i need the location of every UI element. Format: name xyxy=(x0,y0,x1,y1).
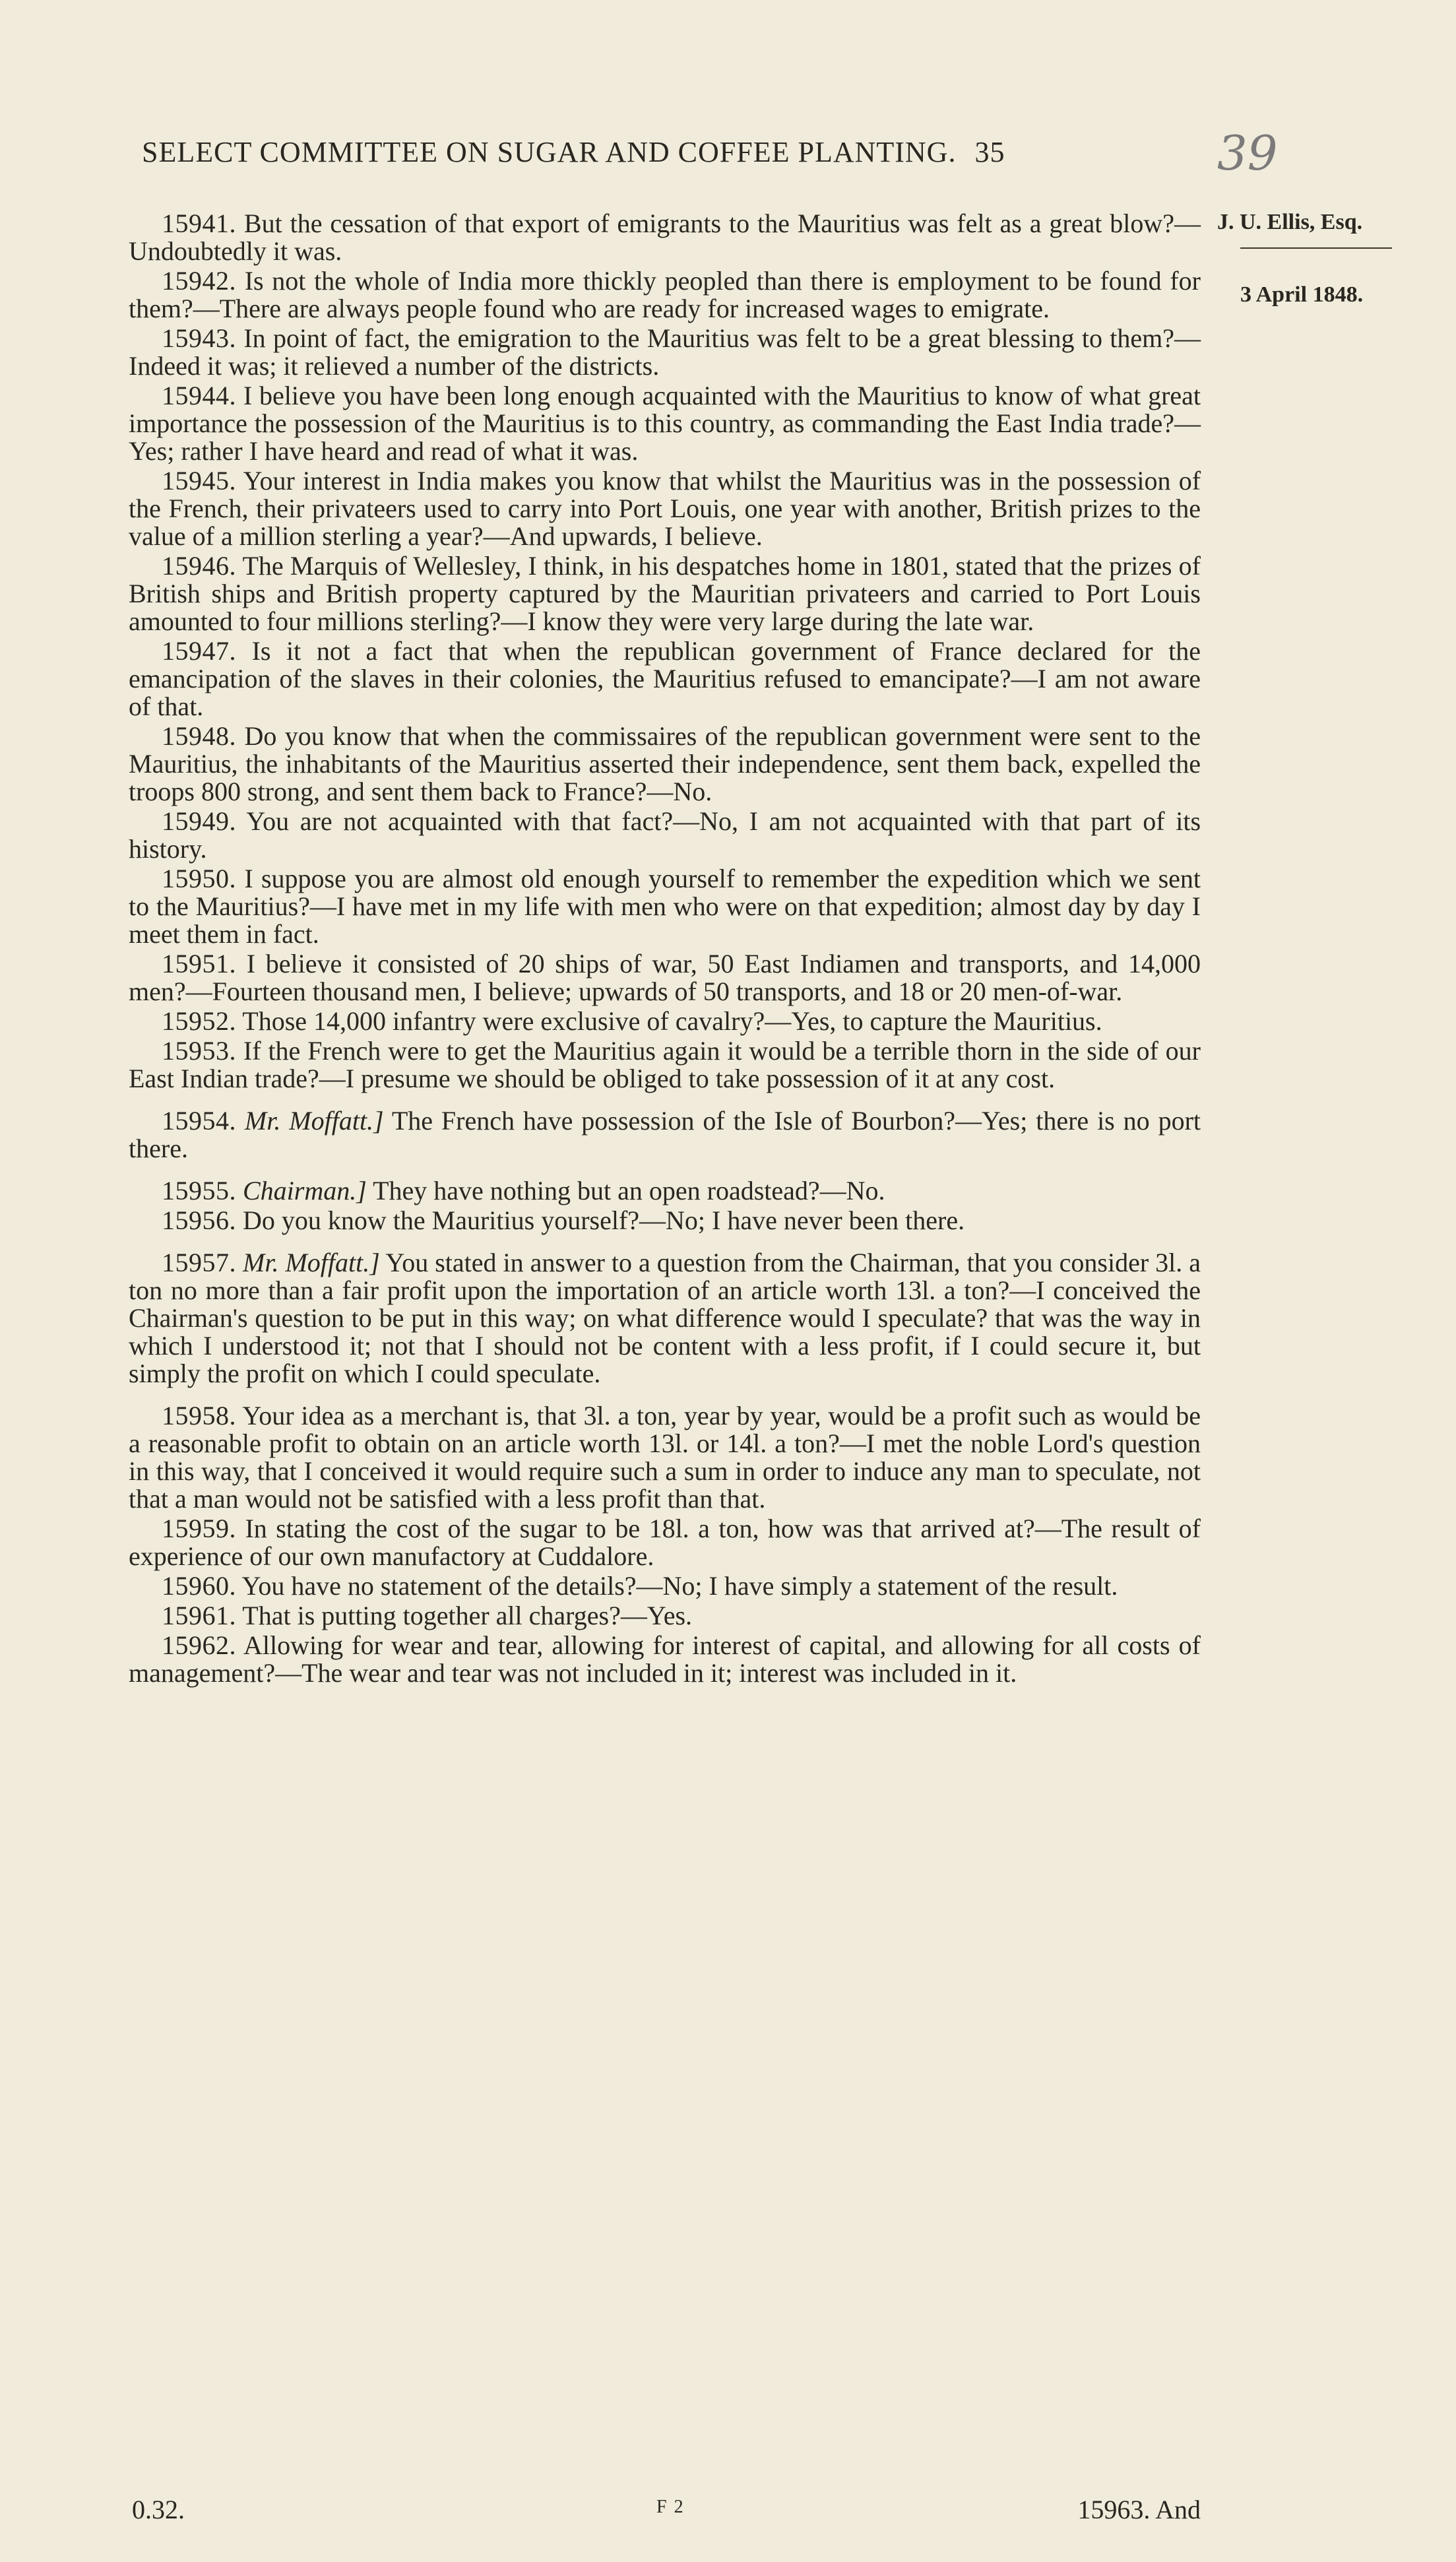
evidence-entry xyxy=(129,1515,1201,1570)
evidence-entry xyxy=(129,1602,1201,1630)
question-number: 15960. xyxy=(162,1571,236,1601)
question-number: 15957. xyxy=(162,1248,236,1277)
margin-witness-name: J. U. Ellis, Esq. xyxy=(1217,210,1363,234)
question-answer-text: I believe you have been long enough acquainted with the Mauritius to know of what great importance the possession of the Mauritius is to this country, as commanding the East India trade?—Yes; rather I have heard and read of what it was. xyxy=(129,381,1201,466)
question-answer-text: If the French were to get the Mauritius again it would be a terrible thorn in the side of our East Indian trade?—I presume we should be obliged to take possession of it at any cost. xyxy=(129,1036,1201,1093)
evidence-body xyxy=(129,210,1201,1689)
question-number: 15942. xyxy=(162,266,236,296)
evidence-entry xyxy=(129,1207,1201,1234)
handwritten-folio-number: 39 xyxy=(1217,125,1278,181)
question-number: 15955. xyxy=(162,1176,236,1205)
question-number: 15946. xyxy=(162,551,236,581)
evidence-entry xyxy=(129,1008,1201,1035)
question-number: 15947. xyxy=(162,636,236,666)
question-number: 15959. xyxy=(162,1514,236,1543)
evidence-entry xyxy=(129,210,1201,265)
question-number: 15950. xyxy=(162,864,236,893)
evidence-entry xyxy=(129,1632,1201,1687)
question-answer-text: They have nothing but an open roadstead?—No. xyxy=(373,1176,885,1205)
question-number: 15945. xyxy=(162,466,236,496)
evidence-entry xyxy=(129,950,1201,1006)
question-answer-text: That is putting together all charges?—Yes. xyxy=(242,1601,693,1630)
evidence-entry xyxy=(129,467,1201,550)
question-number: 15953. xyxy=(162,1036,236,1066)
evidence-entry xyxy=(129,722,1201,806)
question-answer-text: The French have possession of the Isle of Bourbon?—Yes; there is no port there. xyxy=(129,1106,1201,1163)
question-number: 15962. xyxy=(162,1630,236,1660)
question-answer-text: The Marquis of Wellesley, I think, in his despatches home in 1801, stated that the prizes of British ships and British property captured by the Mauritian privateers and carried to Port Louis amounted to four millions sterling?—I know they were very large during the late war. xyxy=(129,551,1201,636)
question-number: 15954. xyxy=(162,1106,236,1136)
evidence-entry xyxy=(129,382,1201,465)
page-number: 35 xyxy=(974,136,1005,168)
header-title: SELECT COMMITTEE ON SUGAR AND COFFEE PLANTING. xyxy=(142,136,957,168)
question-answer-text: I suppose you are almost old enough yourself to remember the expedition which we sent to the Mauritius?—I have met in my life with men who were on that expedition; almost day by day I meet them in fact. xyxy=(129,864,1201,949)
question-answer-text: Is it not a fact that when the republican government of France declared for the emancipation of the slaves in their colonies, the Mauritius refused to emancipate?—I am not aware of that. xyxy=(129,636,1201,721)
footer-catchword: 15963. And xyxy=(1077,2495,1201,2524)
question-answer-text: You are not acquainted with that fact?—No, I am not acquainted with that part of its history. xyxy=(129,806,1201,864)
question-answer-text: Your idea as a merchant is, that 3l. a ton, year by year, would be a profit such as would be a reasonable profit to obtain on an article worth 13l. or 14l. a ton?—I met the noble Lord's question in this way, that I conceived it would require such a sum in order to induce any man to speculate, not that a man would not be satisfied with a less profit than that. xyxy=(129,1401,1201,1514)
evidence-entry xyxy=(129,267,1201,323)
evidence-entry xyxy=(129,1037,1201,1093)
running-header xyxy=(142,135,1197,169)
question-answer-text: In stating the cost of the sugar to be 18l. a ton, how was that arrived at?—The result of experience of our own manufactory at Cuddalore. xyxy=(129,1514,1201,1571)
question-answer-text: Do you know the Mauritius yourself?—No; I have never been there. xyxy=(243,1205,965,1235)
evidence-entry xyxy=(129,865,1201,948)
speaker-name: Chairman.] xyxy=(243,1176,367,1205)
evidence-entry xyxy=(129,325,1201,380)
question-answer-text: Allowing for wear and tear, allowing for interest of capital, and allowing for all costs of management?—The wear and tear was not included in it; interest was included in it. xyxy=(129,1630,1201,1688)
evidence-entry xyxy=(129,552,1201,635)
footer-signature-mark: F 2 xyxy=(656,2497,685,2517)
evidence-entry xyxy=(129,1177,1201,1205)
question-number: 15952. xyxy=(162,1006,236,1036)
evidence-entry xyxy=(129,1572,1201,1600)
question-answer-text: But the cessation of that export of emigrants to the Mauritius was felt as a great blow?—Undoubtedly it was. xyxy=(129,208,1201,266)
speaker-name: Mr. Moffatt.] xyxy=(243,1248,380,1277)
question-answer-text: You have no statement of the details?—No; I have simply a statement of the result. xyxy=(241,1571,1118,1601)
page-footer xyxy=(132,2494,1201,2527)
question-answer-text: In point of fact, the emigration to the Mauritius was felt to be a great blessing to them?—Indeed it was; it relieved a number of the districts. xyxy=(129,323,1201,381)
question-number: 15944. xyxy=(162,381,236,410)
question-answer-text: I believe it consisted of 20 ships of war, 50 East Indiamen and transports, and 14,000 men?—Fourteen thousand men, I believe; upwards of 50 transports, and 18 or 20 men-of-war. xyxy=(129,949,1201,1006)
evidence-entry xyxy=(129,1107,1201,1163)
evidence-entry xyxy=(129,1249,1201,1388)
evidence-entry xyxy=(129,637,1201,721)
question-answer-text: Your interest in India makes you know that whilst the Mauritius was in the possession of the French, their privateers used to carry into Port Louis, one year with another, British prizes to the value of a million sterling a year?—And upwards, I believe. xyxy=(129,466,1201,551)
question-number: 15941. xyxy=(162,208,236,238)
question-number: 15958. xyxy=(162,1401,236,1430)
question-number: 15961. xyxy=(162,1601,236,1630)
footer-sessional-code: 0.32. xyxy=(132,2495,185,2524)
question-number: 15949. xyxy=(162,806,236,836)
question-answer-text: Is not the whole of India more thickly peopled than there is employment to be found for them?—There are always people found who are ready for increased wages to emigrate. xyxy=(129,266,1201,323)
speaker-name: Mr. Moffatt.] xyxy=(244,1106,384,1136)
question-answer-text: You stated in answer to a question from the Chairman, that you consider 3l. a ton no more than a fair profit upon the importation of an article worth 13l. a ton?—I conceived the Chairman's question to be put in this way; on what difference would I speculate? that was the way in which I understood it; not that I should not be content with a less profit, if I could secure it, but simply the profit on which I could speculate. xyxy=(129,1248,1201,1388)
question-number: 15956. xyxy=(162,1205,236,1235)
question-number: 15943. xyxy=(162,323,236,353)
question-number: 15951. xyxy=(162,949,236,978)
question-number: 15948. xyxy=(162,721,236,751)
question-answer-text: Those 14,000 infantry were exclusive of cavalry?—Yes, to capture the Mauritius. xyxy=(242,1006,1102,1036)
margin-rule xyxy=(1240,247,1392,249)
question-answer-text: Do you know that when the commissaires of the republican government were sent to the Mauritius, the inhabitants of the Mauritius asserted their independence, sent them back, expelled the troops 800 strong, and sent them back to France?—No. xyxy=(129,721,1201,806)
evidence-entry xyxy=(129,808,1201,863)
evidence-entry xyxy=(129,1402,1201,1513)
margin-date: 3 April 1848. xyxy=(1240,282,1364,307)
